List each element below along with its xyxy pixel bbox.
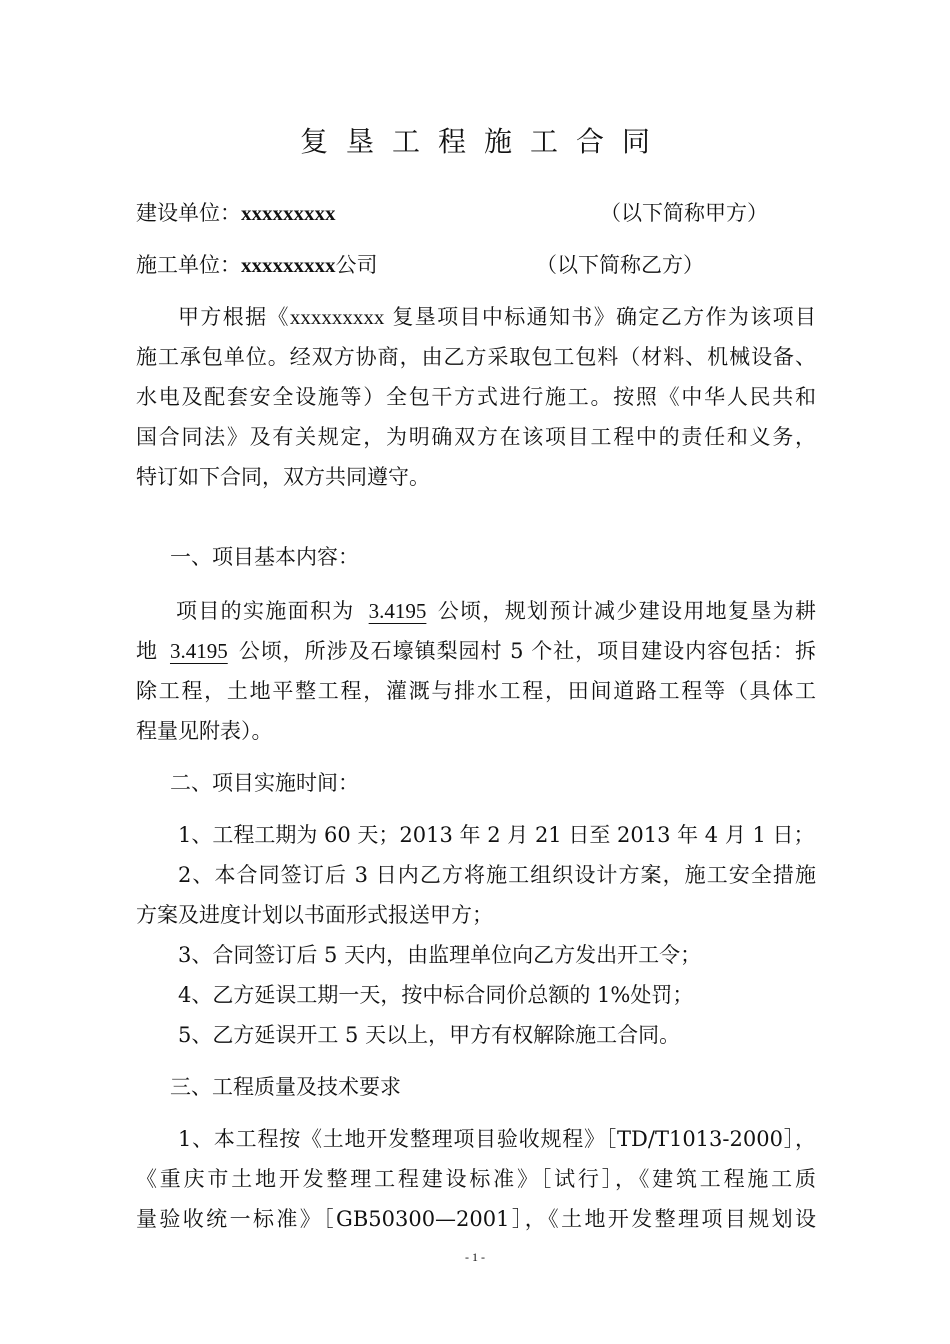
page-number: - 1 - [465,1250,485,1264]
section3-line-3: 量验收统一标准》［GB50300—2001］，《土地开发整理项目规划设 [136,1207,816,1231]
party-b-name: xxxxxxxxx [241,253,336,277]
party-b-line [136,250,816,280]
section1-text: 公顷，规划预计减少建设用地复垦为耕 [436,599,816,623]
section1-line-2 [136,636,816,666]
party-b-suffix: 公司 [335,253,378,277]
schedule-item-4: 4、乙方延误工期一天，按中标合同价总额的 1%处罚； [178,983,694,1007]
schedule-item-2: 2、本合同签订后 3 日内乙方将施工组织设计方案，施工安全措施 [178,863,816,887]
section3-line-2: 《重庆市土地开发整理工程建设标准》［试行］，《建筑工程施工质 [136,1167,816,1191]
intro-line-2: 施工承包单位。经双方协商，由乙方采取包工包料（材料、机械设备、 [136,345,816,369]
schedule-item-2-cont: 方案及进度计划以书面形式报送甲方； [136,903,493,927]
section1-heading: 一、项目基本内容： [170,545,359,569]
intro-text: 复垦项目中标通知书》确定乙方作为该项目 [392,305,816,329]
party-a-line [136,198,816,228]
section1-text: 地 [136,639,158,663]
section2-heading: 二、项目实施时间： [170,771,359,795]
party-a-label: 建设单位： [136,201,241,225]
party-a-name: xxxxxxxxx [241,201,336,225]
schedule-item-1: 1、工程工期为 60 天；2013 年 2 月 21 日至 2013 年 4 月 1 日； [178,823,815,847]
party-b-note: （以下简称乙方） [536,253,704,277]
section3-line-1: 1、本工程按《土地开发整理项目验收规程》［TD/T1013-2000］， [178,1127,816,1151]
document-title: 复垦工程施工合同 [299,125,668,158]
intro-line-4: 国合同法》及有关规定，为明确双方在该项目工程中的责任和义务， [136,425,816,449]
section1-text: 项目的实施面积为 [176,599,355,623]
intro-text: 甲方根据《 [178,305,290,329]
intro-line-1 [178,302,816,332]
intro-line-5: 特订如下合同，双方共同遵守。 [136,465,430,489]
section1-line-3: 除工程，土地平整工程，灌溉与排水工程，田间道路工程等（具体工 [136,679,816,703]
section1-line-1 [176,596,816,626]
section1-line-4: 程量见附表）。 [136,719,273,743]
section1-text: 公顷，所涉及石壕镇梨园村 5 个社，项目建设内容包括：拆 [237,639,816,663]
schedule-item-5: 5、乙方延误开工 5 天以上，甲方有权解除施工合同。 [178,1023,681,1047]
area-value-2: 3.4195 [169,639,228,663]
party-b-label: 施工单位： [136,253,241,277]
intro-project-code: xxxxxxxxx [289,305,385,329]
area-value-1: 3.4195 [368,599,427,623]
party-a-note: （以下简称甲方） [600,201,768,225]
intro-line-3: 水电及配套安全设施等）全包干方式进行施工。按照《中华人民共和 [136,385,816,409]
schedule-item-3: 3、合同签订后 5 天内，由监理单位向乙方发出开工令； [178,943,702,967]
section3-heading: 三、工程质量及技术要求 [170,1075,401,1099]
